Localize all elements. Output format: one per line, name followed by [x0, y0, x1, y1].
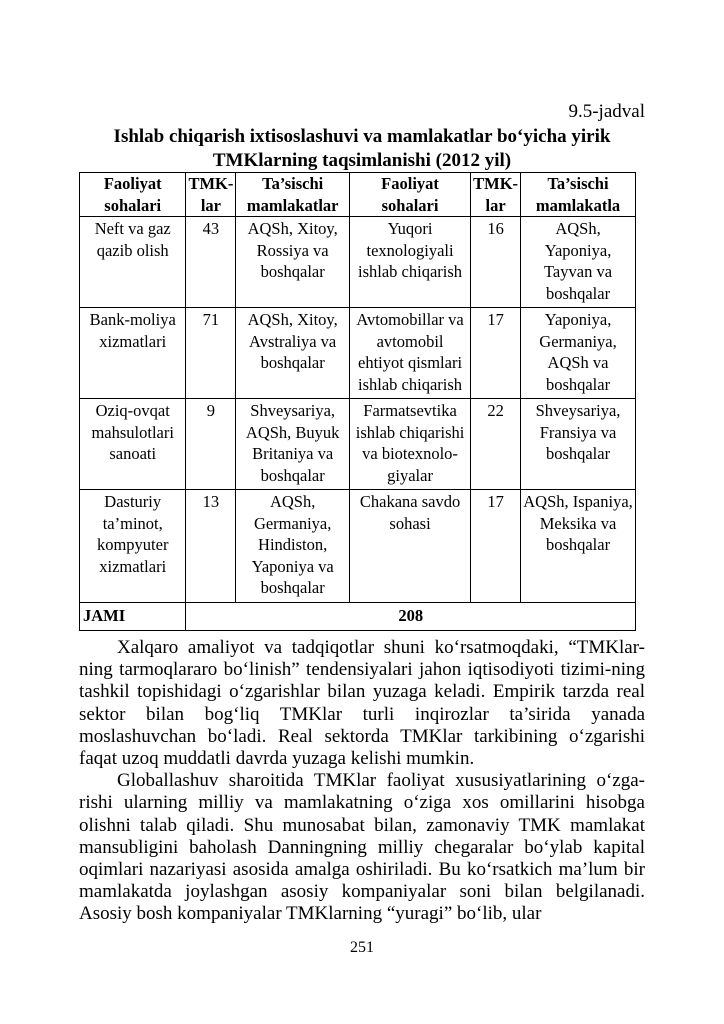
- table-row: [80, 490, 636, 603]
- table-cell: AQSh, Xitoy, Avstraliya va boshqalar: [236, 308, 350, 399]
- total-value: 208: [186, 602, 636, 631]
- table-cell: Chakana savdo sohasi: [349, 490, 470, 603]
- table-cell: Shveysariya, AQSh, Buyuk Britaniya va boshqalar: [236, 399, 350, 490]
- table-cell: Farmatsevtika ishlab chiqarishi va biotexnolo-giyalar: [349, 399, 470, 490]
- table-cell: 9: [186, 399, 236, 490]
- table-row: [80, 399, 636, 490]
- header-cell: TMK-lar: [186, 173, 236, 217]
- table-title: Ishlab chiqarish ixtisoslashuvi va mamlakatlar bo‘yicha yirik TMKlarning taqsimlanishi (2012 yil): [113, 126, 611, 171]
- table-cell: 43: [186, 217, 236, 308]
- table-header-row: [80, 173, 636, 217]
- table-cell: Yuqori texnologiyali ishlab chiqarish: [349, 217, 470, 308]
- table-cell: AQSh, Yaponiya, Tayvan va boshqalar: [521, 217, 636, 308]
- paragraph: Xalqaro amaliyot va tadqiqotlar shuni ko‘rsatmoqdaki, “TMKlar-ning tarmoqlararo bo‘linish” tendensiyalari jahon iqtisodiyoti tizimi-ning tashkil topishidagi o‘zgarishlar bilan yuzaga keladi. Empirik tarzda real sektor bilan bog‘liq TMKlar turli inqirozlar ta’sirida yanada moslashuvchan bo‘ladi. Real sektorda TMKlar tarkibining o‘zgarishi faqat uzoq muddatli davrda yuzaga kelishi mumkin.: [79, 637, 645, 770]
- table-cell: 22: [471, 399, 521, 490]
- table-total-row: [80, 602, 636, 631]
- distribution-table: [79, 172, 636, 631]
- table-cell: Neft va gaz qazib olish: [80, 217, 186, 308]
- body-text: [79, 637, 645, 926]
- table-cell: Dasturiy ta’minot, kompyuter xizmatlari: [80, 490, 186, 603]
- table-label: 9.5-jadval: [568, 101, 645, 122]
- table-cell: Yaponiya, Germaniya, AQSh va boshqalar: [521, 308, 636, 399]
- table-cell: AQSh, Ispaniya, Meksika va boshqalar: [521, 490, 636, 603]
- paragraph: Globallashuv sharoitida TMKlar faoliyat xususiyatlarining o‘zga-rishi ularning milliy va mamlakatning o‘ziga xos omillarini hisobga olishni talab qiladi. Shu munosabat bilan, zamonaviy TMK mamlakat mansubligini baholash Danningning milliy chegaralar bo‘ylab kapital oqimlari nazariyasi asosida amalga oshiriladi. Bu ko‘rsatkich ma’lum bir mamlakatda joylashgan asosiy kompaniyalar soni bilan belgilanadi. Asosiy bosh kompaniyalar TMKlarning “yuragi” bo‘lib, ular: [79, 770, 645, 925]
- header-cell: Faoliyat sohalari: [80, 173, 186, 217]
- table-row: [80, 308, 636, 399]
- table-cell: Oziq-ovqat mahsulotlari sanoati: [80, 399, 186, 490]
- table-cell: 13: [186, 490, 236, 603]
- page-number: 251: [350, 939, 374, 956]
- table-cell: AQSh, Germaniya, Hindiston, Yaponiya va boshqalar: [236, 490, 350, 603]
- table-cell: Bank-moliya xizmatlari: [80, 308, 186, 399]
- header-cell: Ta’sischi mamlakatla: [521, 173, 636, 217]
- table-cell: Avtomobillar va avtomobil ehtiyot qismlari ishlab chiqarish: [349, 308, 470, 399]
- header-cell: TMK-lar: [471, 173, 521, 217]
- table-cell: AQSh, Xitoy, Rossiya va boshqalar: [236, 217, 350, 308]
- table-cell: 16: [471, 217, 521, 308]
- table-cell: 71: [186, 308, 236, 399]
- total-label: JAMI: [80, 602, 186, 631]
- table-cell: 17: [471, 308, 521, 399]
- header-cell: Ta’sischi mamlakatlar: [236, 173, 350, 217]
- header-cell: Faoliyat sohalari: [349, 173, 470, 217]
- table-cell: 17: [471, 490, 521, 603]
- table-row: [80, 217, 636, 308]
- table-cell: Shveysariya, Fransiya va boshqalar: [521, 399, 636, 490]
